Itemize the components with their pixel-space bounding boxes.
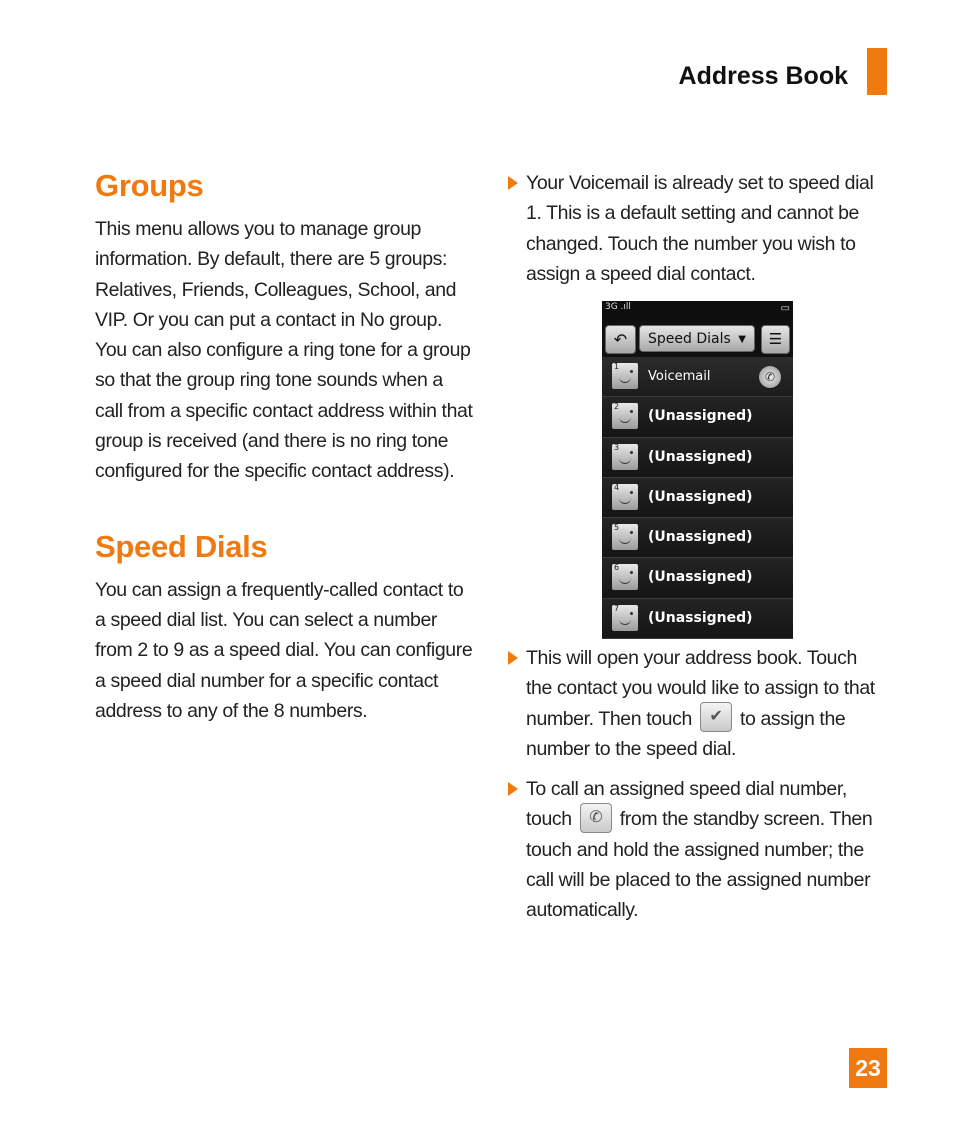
speed-dial-label: (Unassigned): [648, 609, 753, 626]
speed-dial-label: (Unassigned): [648, 569, 753, 586]
speed-dial-number: 6: [614, 563, 620, 573]
status-bar: [602, 301, 793, 321]
bullet-arrow-icon: [508, 782, 518, 796]
contact-avatar-icon: [612, 484, 638, 510]
contact-avatar-icon: [612, 564, 638, 590]
phone-title-bar: [602, 321, 793, 357]
speed-dial-label: (Unassigned): [648, 529, 753, 546]
page-header-title: Address Book: [678, 62, 848, 90]
speed-dial-label: (Unassigned): [648, 408, 753, 425]
speed-dial-row[interactable]: [602, 357, 793, 397]
phone-keypad-icon: ✆: [580, 803, 612, 833]
bullet-voicemail: [506, 168, 886, 289]
contact-avatar-icon: [612, 524, 638, 550]
groups-body: This menu allows you to manage group information. By default, there are 5 groups: Relatives, Friends, Colleagues, School, and VIP. Or you can put a contact in No group. You can also configure a ring tone for a group so that the group ring tone sounds when a call from a specific contact address within that group is received (and there is no ring tone configured for the specific contact address).: [95, 218, 473, 483]
bullet-assign: [506, 643, 886, 764]
back-icon[interactable]: ↶: [605, 325, 636, 354]
speed-dial-row[interactable]: [602, 518, 793, 558]
battery-icon: ▭: [780, 303, 790, 314]
speed-dial-label: (Unassigned): [648, 448, 753, 465]
speed-dial-row[interactable]: [602, 397, 793, 437]
voicemail-call-icon[interactable]: ✆: [759, 366, 781, 388]
chevron-down-icon: ▼: [738, 334, 746, 345]
right-column-lower: [506, 643, 886, 926]
speed-dials-body: You can assign a frequently-called contact to a speed dial list. You can select a number from 2 to 9 as a speed dial. You can configure a speed dial number for a specific contact address to any of the 8 numbers.: [95, 578, 473, 722]
speed-dial-number: 2: [614, 402, 620, 412]
speed-dial-number: 7: [614, 603, 620, 613]
right-column: [506, 168, 886, 289]
menu-icon[interactable]: ☰: [761, 325, 790, 354]
speed-dial-row[interactable]: [602, 599, 793, 639]
bullet-arrow-icon: [508, 176, 518, 190]
contact-avatar-icon: [612, 444, 638, 470]
bullet-voicemail-text: Your Voicemail is already set to speed dial 1. This is a default setting and cannot be changed. Touch the number you wish to assign a speed dial contact.: [526, 172, 874, 285]
groups-heading: Groups: [95, 168, 204, 203]
speed-dial-label: (Unassigned): [648, 488, 753, 505]
speed-dial-row[interactable]: [602, 438, 793, 478]
speed-dials-heading: Speed Dials: [95, 528, 268, 564]
bullet-arrow-icon: [508, 651, 518, 665]
bullet-call-text-2: from the standby screen. Then touch and hold the assigned number; the call will be placed to the assigned number automatically.: [526, 808, 873, 922]
dropdown-label: Speed Dials: [648, 331, 731, 347]
contact-avatar-icon: [612, 363, 638, 389]
header-accent-bar: [867, 48, 887, 95]
speed-dial-number: 1: [614, 362, 620, 371]
signal-icon: 3G .ıll: [605, 302, 631, 312]
phone-screenshot: [602, 301, 793, 626]
speed-dial-label: Voicemail: [648, 369, 711, 384]
speed-dial-number: 5: [614, 523, 620, 533]
speed-dial-number: 3: [614, 442, 620, 452]
speed-dial-row[interactable]: [602, 558, 793, 598]
contact-avatar-icon: [612, 403, 638, 429]
bullet-assign-text-1: This will open your address book. Touch the contact you would like to assign to that number. Then touch: [526, 647, 875, 730]
page-number: 23: [849, 1048, 887, 1088]
bullet-call-text-1: To call an assigned speed dial number, touch: [526, 778, 847, 831]
contact-avatar-icon: [612, 605, 638, 631]
left-column: [95, 164, 475, 726]
speed-dial-number: 4: [614, 482, 620, 492]
bullet-assign-text-2: to assign the number to the speed dial.: [526, 707, 846, 760]
speed-dials-dropdown[interactable]: [639, 325, 755, 352]
speed-dial-row[interactable]: [602, 478, 793, 518]
check-icon: ✔: [700, 702, 732, 732]
bullet-call: [506, 774, 886, 925]
